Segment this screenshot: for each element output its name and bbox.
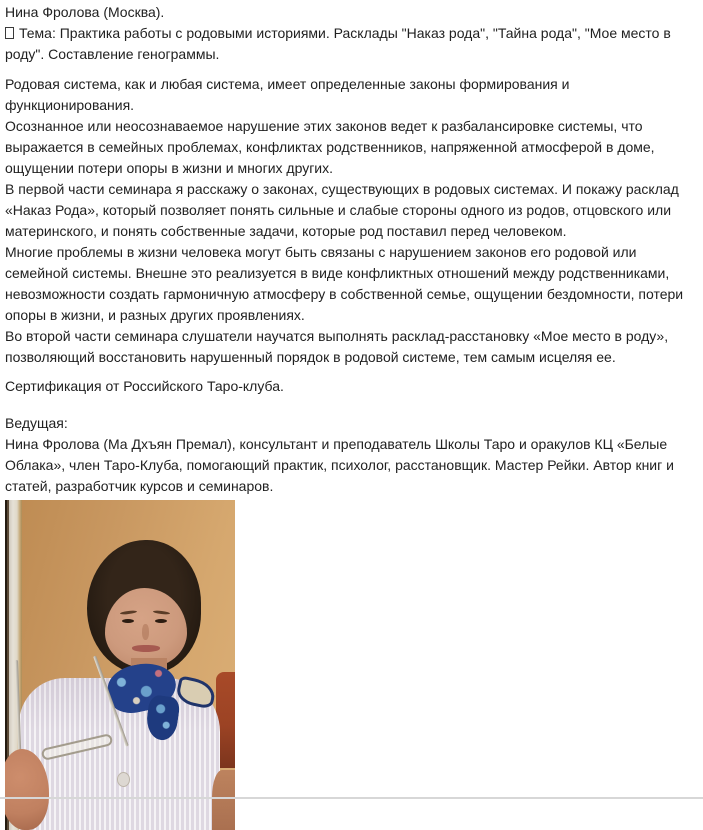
description-paragraph: Осознанное или неосознаваемое нарушение этих законов ведет к разбалансировке системы, что выражается в семейных проблемах, конфликтах родственников, напряженной атмосферой в доме, ощущении потери опоры в жизни и многих других. [5, 118, 655, 176]
certification-line: Сертификация от Российского Таро-клуба. [5, 378, 284, 394]
blouse-button [117, 772, 130, 787]
eye-left [122, 619, 134, 623]
topic-line [5, 23, 698, 65]
description-paragraph: Родовая система, как и любая система, имеет определенные законы формирования и функционирования. [5, 76, 570, 113]
description-paragraph: Во второй части семинара слушатели научатся выполнять расклад-расстановку «Мое место в роду», позволяющий восстановить нарушенный порядок в родовой системе, тем самым исцеляя ее. [5, 328, 669, 365]
topic-text: Тема: Практика работы с родовыми историями. Расклады "Наказ рода", "Тайна рода", "Мое место в роду". Составление генограммы. [5, 25, 671, 62]
lips [132, 645, 160, 652]
eye-right [155, 619, 167, 623]
nose [142, 624, 149, 640]
eyebrow-left [120, 610, 137, 615]
intro-block [5, 2, 698, 65]
missing-glyph-icon [5, 27, 14, 39]
speaker-name: Нина Фролова (Москва). [5, 4, 165, 20]
host-photo[interactable] [5, 500, 235, 830]
bottom-divider [0, 797, 703, 799]
eyebrow-right [153, 610, 170, 615]
host-label: Ведущая: [5, 415, 68, 431]
forearm-right [212, 770, 235, 830]
description-block [5, 74, 698, 368]
description-paragraph: В первой части семинара я расскажу о законах, существующих в родовых системах. И покажу расклад «Наказ Рода», который позволяет понять сильные и слабые стороны одного из родов, отцовского или материнского, и понять собственные задачи, которые род поставил перед человеком. [5, 181, 679, 239]
description-paragraph: Многие проблемы в жизни человека могут быть связаны с нарушением законов его родовой или семейной системы. Внешне это реализуется в виде конфликтных отношений между родственниками, невозможности создать гармоничную атмосферу в собственной семье, ощущении бездомности, потери опоры в жизни, и разных других проявлениях. [5, 244, 684, 323]
host-bio: Нина Фролова (Ма Дхъян Премал), консультант и преподаватель Школы Таро и оракулов КЦ «Белые Облака», член Таро-Клуба, помогающий практик, психолог, расстановщик. Мастер Рейки. Автор книг и статей, разработчик курсов и семинаров. [5, 436, 674, 494]
